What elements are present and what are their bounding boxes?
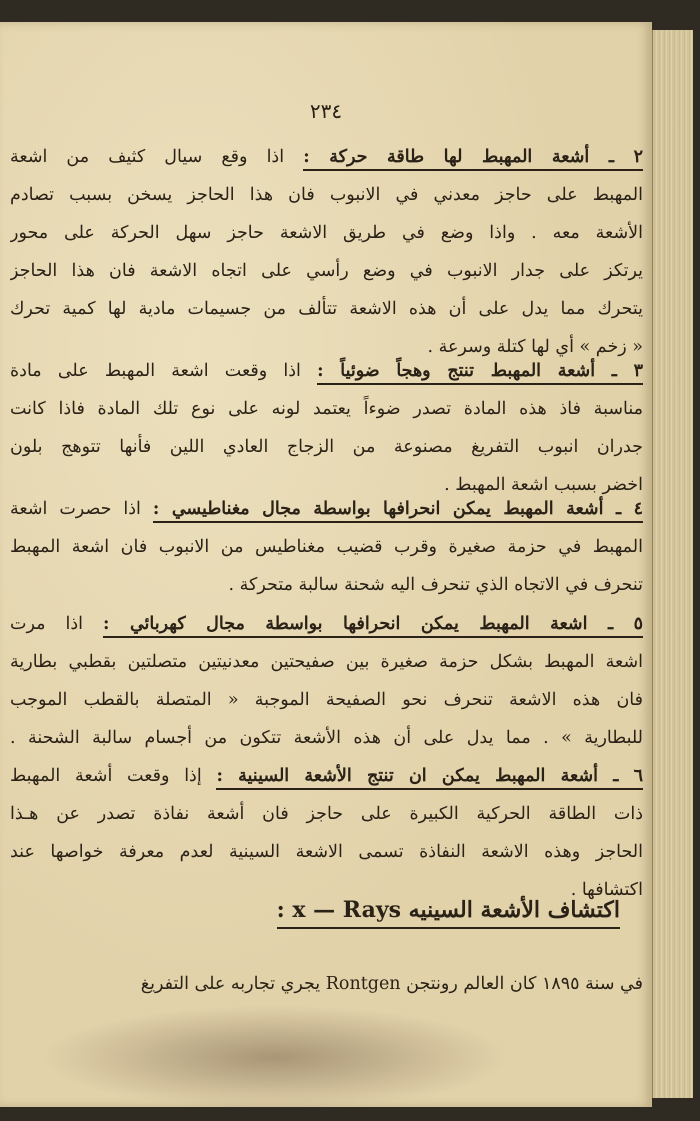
section-3-line-3: جدران انبوب التفريغ مصنوعة من الزجاج العادي اللين فأنها تتوهج بلون [10, 437, 643, 457]
x-rays-subheading: اكتشاف الأشعة السينيه x — Rays : [277, 897, 620, 929]
section-3-line-2: مناسبة فاذ هذه المادة تصدر ضوءاً يعتمد لونه على نوع تلك المادة فاذا كانت [10, 399, 643, 419]
section-6-heading: ٦ ـ أشعة المهبط يمكن ان تنتج الأشعة السينية : [216, 766, 643, 790]
water-stain [40, 1005, 510, 1110]
section-4-line-2: المهبط في حزمة صغيرة وقرب قضيب مغناطيس من الانبوب فان اشعة المهبط [10, 537, 643, 557]
section-3-heading: ٣ ـ أشعة المهبط تنتج وهجاً ضوئياً : [317, 361, 643, 385]
section-6-line-2: ذات الطاقة الحركية الكبيرة على حاجز فان أشعة نفاذة تصدر عن هـذا [10, 804, 643, 824]
section-2-heading: ٢ ـ أشعة المهبط لها طاقة حركة : [303, 147, 643, 171]
section-2 [10, 138, 643, 366]
x-rays-intro-line: في سنة ١٨٩٥ كان العالم رونتجن Rontgen يجري تجاربه على التفريغ [140, 974, 643, 994]
section-4-line-3: تنحرف في الاتجاه الذي تنحرف اليه شحنة سالبة متحركة . [228, 575, 643, 595]
section-2-line-5: يتحرك مما يدل على أن هذه الاشعة تتألف من جسيمات مادية لها كمية تحرك [10, 299, 643, 319]
section-2-line-6: « زخم » أي لها كتلة وسرعة . [427, 337, 643, 357]
section-5-line-3: فان هذه الاشعة تنحرف نحو الصفيحة الموجبة « المتصلة بالقطب الموجب [10, 690, 643, 710]
section-2-first-line [10, 138, 643, 176]
section-5-heading: ٥ ـ اشعة المهبط يمكن انحرافها بواسطة مجال كهربائي : [103, 614, 643, 638]
section-6 [10, 757, 643, 909]
section-5-first-line [10, 605, 643, 643]
section-2-line-4: يرتكز على جدار الانبوب في وضع رأسي على اتجاه الاشعة فان هذا الحاجز [10, 261, 643, 281]
section-3-line-4: اخضر بسبب اشعة المهبط . [444, 475, 643, 495]
section-6-first-line [10, 757, 643, 795]
section-6-line-4: اكتشافها . [570, 880, 643, 900]
section-3 [10, 352, 643, 504]
section-5-line-2: اشعة المهبط بشكل حزمة صغيرة بين صفيحتين معدنيتين متصلتين بقطبي بطارية [10, 652, 643, 672]
section-6-line-3: الحاجز وهذه الاشعة النفاذة تسمى الاشعة السينية لعدم معرفة خواصها عند [10, 842, 643, 862]
section-5-line-4: للبطارية » . مما يدل على أن هذه الأشعة تتكون من أجسام سالبة الشحنة . [10, 728, 643, 748]
section-2-line-3: الأشعة معه . واذا وضع في طريق الاشعة حاجز سهل الحركة على محور [10, 223, 643, 243]
section-5-line-1: اذا مرت [10, 614, 83, 634]
section-6-line-1: إذا وقعت أشعة المهبط [10, 766, 202, 786]
section-4-line-1: اذا حصرت اشعة [10, 499, 141, 519]
section-5 [10, 605, 643, 757]
section-4 [10, 490, 643, 604]
page-number: ٢٣٤ [309, 99, 343, 123]
section-4-first-line [10, 490, 643, 528]
section-2-line-1: اذا وقع سيال كثيف من اشعة [10, 147, 285, 167]
page-edges [652, 30, 693, 1098]
section-3-first-line [10, 352, 643, 390]
section-3-line-1: اذا وقعت اشعة المهبط على مادة [10, 361, 301, 381]
section-4-heading: ٤ ـ أشعة المهبط يمكن انحرافها بواسطة مجال مغناطيسي : [153, 499, 643, 523]
section-2-line-2: المهبط على حاجز معدني في الانبوب فان هذا الحاجز يسخن بسبب تصادم [10, 185, 643, 205]
